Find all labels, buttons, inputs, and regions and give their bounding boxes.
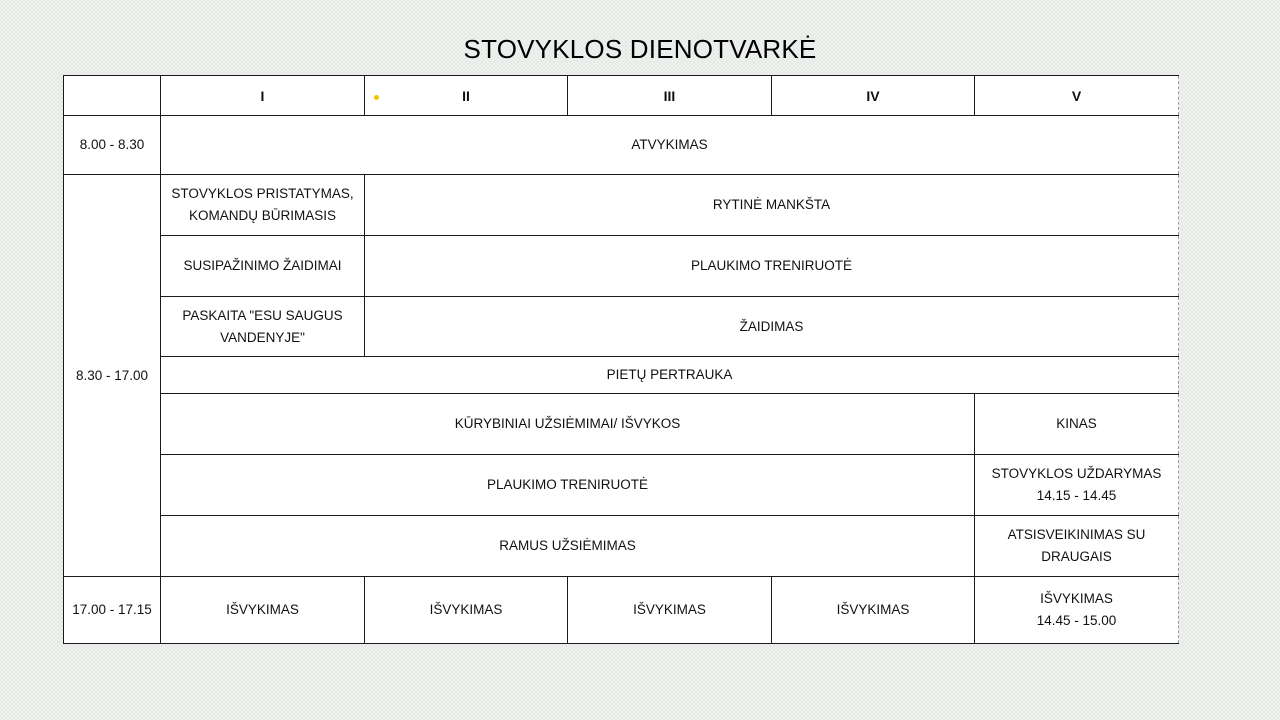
yellow-dot-marker: [374, 95, 379, 100]
page-title: STOVYKLOS DIENOTVARKĖ: [463, 34, 817, 64]
activity-cell: PIETŲ PERTRAUKA: [161, 357, 1179, 394]
activity-line: STOVYKLOS UŽDARYMAS: [991, 466, 1162, 481]
arrival-row: [64, 116, 1179, 175]
schedule-row: [64, 236, 1179, 297]
activity-cell: [975, 577, 1179, 644]
day-header: I: [161, 76, 365, 116]
activity-cell: ATVYKIMAS: [161, 116, 1179, 175]
time-cell: 8.00 - 8.30: [64, 116, 161, 175]
activity-time: 14.45 - 15.00: [1036, 613, 1117, 628]
time-cell: 17.00 - 17.15: [64, 577, 161, 644]
day-header: III: [568, 76, 772, 116]
activity-cell: [975, 455, 1179, 516]
schedule-row: [64, 297, 1179, 357]
schedule-row: [64, 394, 1179, 455]
activity-cell: PLAUKIMO TRENIRUOTĖ: [161, 455, 975, 516]
activity-cell: STOVYKLOS PRISTATYMAS, KOMANDŲ BŪRIMASIS: [161, 175, 365, 236]
activity-cell: KINAS: [975, 394, 1179, 455]
schedule-row: [64, 516, 1179, 577]
day-header: IV: [772, 76, 975, 116]
activity-cell: IŠVYKIMAS: [568, 577, 772, 644]
activity-cell: IŠVYKIMAS: [772, 577, 975, 644]
time-cell: 8.30 - 17.00: [64, 175, 161, 577]
header-row: [64, 76, 1179, 116]
schedule-table: [63, 75, 1179, 644]
day-header: V: [975, 76, 1179, 116]
activity-cell: IŠVYKIMAS: [161, 577, 365, 644]
day-header: II: [365, 76, 568, 116]
activity-cell: PLAUKIMO TRENIRUOTĖ: [365, 236, 1179, 297]
schedule-row: [64, 455, 1179, 516]
activity-cell: ŽAIDIMAS: [365, 297, 1179, 357]
lunch-row: [64, 357, 1179, 394]
corner-cell: [64, 76, 161, 116]
activity-cell: RYTINĖ MANKŠTA: [365, 175, 1179, 236]
activity-cell: KŪRYBINIAI UŽSIĖMIMAI/ IŠVYKOS: [161, 394, 975, 455]
activity-cell: SUSIPAŽINIMO ŽAIDIMAI: [161, 236, 365, 297]
activity-cell: PASKAITA "ESU SAUGUS VANDENYJE": [161, 297, 365, 357]
activity-cell: IŠVYKIMAS: [365, 577, 568, 644]
activity-line: IŠVYKIMAS: [1040, 591, 1113, 606]
activity-cell: RAMUS UŽSIĖMIMAS: [161, 516, 975, 577]
activity-time: 14.15 - 14.45: [1036, 488, 1117, 503]
departure-row: [64, 577, 1179, 644]
activity-cell: ATSISVEIKINIMAS SU DRAUGAIS: [975, 516, 1179, 577]
schedule-row: [64, 175, 1179, 236]
